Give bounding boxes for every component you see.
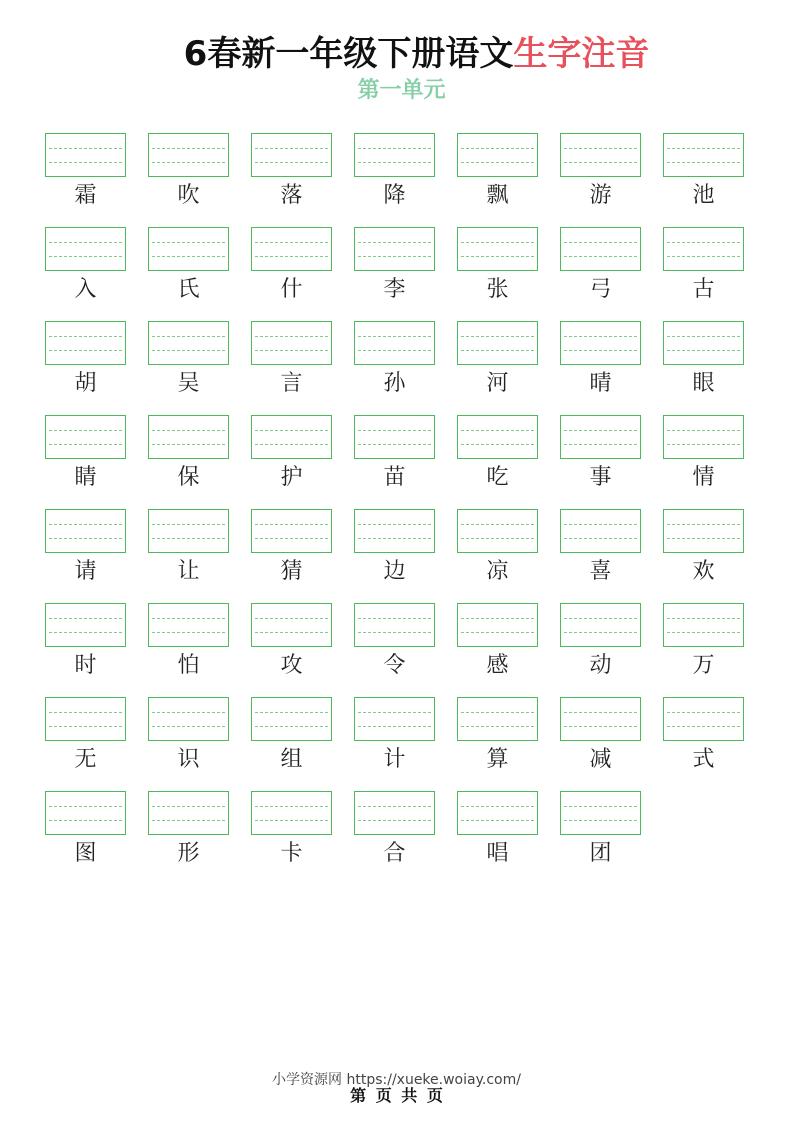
hanzi-character: 团 — [589, 841, 612, 866]
pinyin-writing-box[interactable] — [45, 509, 126, 553]
hanzi-character: 护 — [280, 465, 303, 490]
hanzi-character: 喜 — [589, 559, 612, 584]
pinyin-writing-box[interactable] — [457, 227, 538, 271]
hanzi-character: 情 — [692, 465, 715, 490]
page-title — [0, 30, 793, 78]
character-cell — [457, 415, 560, 509]
character-cell — [45, 321, 148, 415]
hanzi-character: 让 — [177, 559, 200, 584]
pinyin-writing-box[interactable] — [457, 509, 538, 553]
hanzi-character: 张 — [486, 277, 509, 302]
pinyin-writing-box[interactable] — [663, 321, 744, 365]
hanzi-character: 吴 — [177, 371, 200, 396]
pinyin-writing-box[interactable] — [354, 509, 435, 553]
character-cell — [148, 791, 251, 885]
hanzi-character: 请 — [74, 559, 97, 584]
character-cell — [354, 509, 457, 603]
character-cell — [251, 321, 354, 415]
character-cell — [45, 697, 148, 791]
pinyin-writing-box[interactable] — [251, 227, 332, 271]
character-cell — [663, 603, 766, 697]
hanzi-character: 入 — [74, 277, 97, 302]
pinyin-writing-box[interactable] — [354, 603, 435, 647]
pinyin-writing-box[interactable] — [457, 791, 538, 835]
grid-row — [45, 415, 755, 509]
character-cell — [251, 133, 354, 227]
character-cell — [148, 697, 251, 791]
character-cell — [148, 227, 251, 321]
grid-row — [45, 227, 755, 321]
hanzi-character: 吹 — [177, 183, 200, 208]
character-cell — [663, 321, 766, 415]
character-cell — [663, 509, 766, 603]
hanzi-character: 猜 — [280, 559, 303, 584]
hanzi-character: 攻 — [280, 653, 303, 678]
pinyin-writing-box[interactable] — [354, 321, 435, 365]
grid-row — [45, 509, 755, 603]
hanzi-character: 怕 — [177, 653, 200, 678]
character-cell — [560, 791, 663, 885]
hanzi-character: 晴 — [589, 371, 612, 396]
pinyin-writing-box[interactable] — [560, 321, 641, 365]
character-cell — [354, 133, 457, 227]
pinyin-writing-box[interactable] — [560, 697, 641, 741]
hanzi-character: 合 — [383, 841, 406, 866]
pinyin-writing-box[interactable] — [251, 415, 332, 459]
character-cell — [45, 415, 148, 509]
pinyin-writing-box[interactable] — [148, 697, 229, 741]
pinyin-writing-box[interactable] — [148, 227, 229, 271]
pinyin-writing-box[interactable] — [560, 415, 641, 459]
character-cell — [148, 133, 251, 227]
footer-source: 小学资源网 https://xueke.woiay.com/ — [272, 1072, 521, 1088]
pinyin-writing-box[interactable] — [663, 509, 744, 553]
character-cell — [457, 227, 560, 321]
pinyin-writing-box[interactable] — [251, 603, 332, 647]
character-cell — [560, 133, 663, 227]
character-cell — [457, 603, 560, 697]
title-accent: 生字注音 — [513, 34, 650, 74]
pinyin-writing-box[interactable] — [663, 603, 744, 647]
hanzi-character: 霜 — [74, 183, 97, 208]
character-cell — [457, 697, 560, 791]
character-cell — [560, 509, 663, 603]
hanzi-character: 减 — [589, 747, 612, 772]
character-cell — [251, 415, 354, 509]
hanzi-character: 保 — [177, 465, 200, 490]
footer-page-number: 第 页 共 页 — [350, 1086, 443, 1105]
hanzi-character: 时 — [74, 653, 97, 678]
hanzi-character: 动 — [589, 653, 612, 678]
pinyin-writing-box[interactable] — [251, 791, 332, 835]
character-cell — [354, 791, 457, 885]
pinyin-writing-box[interactable] — [354, 133, 435, 177]
hanzi-character: 降 — [383, 183, 406, 208]
character-cell — [560, 227, 663, 321]
pinyin-writing-box[interactable] — [45, 133, 126, 177]
grid-row — [45, 321, 755, 415]
character-cell — [251, 603, 354, 697]
character-cell — [354, 227, 457, 321]
character-cell — [560, 415, 663, 509]
unit-subtitle: 第一单元 — [357, 78, 446, 103]
hanzi-character: 古 — [692, 277, 715, 302]
character-cell — [148, 321, 251, 415]
grid-row — [45, 791, 755, 885]
pinyin-writing-box[interactable] — [354, 415, 435, 459]
hanzi-character: 胡 — [74, 371, 97, 396]
character-cell — [45, 133, 148, 227]
character-grid — [45, 133, 755, 885]
character-cell — [45, 603, 148, 697]
hanzi-character: 弓 — [589, 277, 612, 302]
hanzi-character: 池 — [692, 183, 715, 208]
pinyin-writing-box[interactable] — [457, 321, 538, 365]
character-cell — [148, 415, 251, 509]
hanzi-character: 飘 — [486, 183, 509, 208]
hanzi-character: 言 — [280, 371, 303, 396]
pinyin-writing-box[interactable] — [663, 227, 744, 271]
pinyin-writing-box[interactable] — [457, 133, 538, 177]
character-cell — [251, 227, 354, 321]
hanzi-character: 形 — [177, 841, 200, 866]
pinyin-writing-box[interactable] — [354, 227, 435, 271]
hanzi-character: 落 — [280, 183, 303, 208]
hanzi-character: 李 — [383, 277, 406, 302]
pinyin-writing-box[interactable] — [45, 603, 126, 647]
character-cell — [457, 791, 560, 885]
hanzi-character: 算 — [486, 747, 509, 772]
character-cell — [45, 791, 148, 885]
hanzi-character: 事 — [589, 465, 612, 490]
pinyin-writing-box[interactable] — [560, 791, 641, 835]
hanzi-character: 图 — [74, 841, 97, 866]
pinyin-writing-box[interactable] — [251, 697, 332, 741]
pinyin-writing-box[interactable] — [251, 509, 332, 553]
hanzi-character: 感 — [486, 653, 509, 678]
pinyin-writing-box[interactable] — [663, 697, 744, 741]
character-cell — [354, 697, 457, 791]
hanzi-character: 式 — [692, 747, 715, 772]
pinyin-writing-box[interactable] — [560, 509, 641, 553]
title-main: 6春新一年级下册语文 — [183, 34, 514, 74]
hanzi-character: 唱 — [486, 841, 509, 866]
pinyin-writing-box[interactable] — [457, 415, 538, 459]
hanzi-character: 识 — [177, 747, 200, 772]
hanzi-character: 孙 — [383, 371, 406, 396]
pinyin-writing-box[interactable] — [148, 321, 229, 365]
hanzi-character: 吃 — [486, 465, 509, 490]
pinyin-writing-box[interactable] — [251, 321, 332, 365]
pinyin-writing-box[interactable] — [45, 791, 126, 835]
character-cell — [251, 697, 354, 791]
character-cell — [148, 509, 251, 603]
character-cell — [663, 133, 766, 227]
character-cell — [354, 415, 457, 509]
pinyin-writing-box[interactable] — [45, 227, 126, 271]
character-cell — [663, 697, 766, 791]
character-cell — [148, 603, 251, 697]
pinyin-writing-box[interactable] — [663, 133, 744, 177]
pinyin-writing-box[interactable] — [560, 603, 641, 647]
hanzi-character: 氏 — [177, 277, 200, 302]
hanzi-character: 什 — [280, 277, 303, 302]
hanzi-character: 欢 — [692, 559, 715, 584]
character-cell — [251, 791, 354, 885]
grid-row — [45, 697, 755, 791]
pinyin-writing-box[interactable] — [663, 415, 744, 459]
hanzi-character: 河 — [486, 371, 509, 396]
character-cell — [457, 133, 560, 227]
character-cell — [45, 227, 148, 321]
grid-row — [45, 603, 755, 697]
pinyin-writing-box[interactable] — [148, 415, 229, 459]
character-cell — [663, 415, 766, 509]
character-cell — [354, 321, 457, 415]
hanzi-character: 眼 — [692, 371, 715, 396]
pinyin-writing-box[interactable] — [560, 133, 641, 177]
hanzi-character: 计 — [383, 747, 406, 772]
grid-row — [45, 133, 755, 227]
hanzi-character: 边 — [383, 559, 406, 584]
hanzi-character: 万 — [692, 653, 715, 678]
pinyin-writing-box[interactable] — [251, 133, 332, 177]
hanzi-character: 无 — [74, 747, 97, 772]
character-cell — [560, 697, 663, 791]
pinyin-writing-box[interactable] — [457, 697, 538, 741]
character-cell — [251, 509, 354, 603]
pinyin-writing-box[interactable] — [560, 227, 641, 271]
pinyin-writing-box[interactable] — [457, 603, 538, 647]
hanzi-character: 凉 — [486, 559, 509, 584]
hanzi-character: 组 — [280, 747, 303, 772]
pinyin-writing-box[interactable] — [45, 321, 126, 365]
pinyin-writing-box[interactable] — [354, 697, 435, 741]
character-cell — [45, 509, 148, 603]
character-cell — [560, 321, 663, 415]
pinyin-writing-box[interactable] — [45, 697, 126, 741]
hanzi-character: 游 — [589, 183, 612, 208]
pinyin-writing-box[interactable] — [148, 791, 229, 835]
hanzi-character: 睛 — [74, 465, 97, 490]
hanzi-character: 卡 — [280, 841, 303, 866]
character-cell — [663, 227, 766, 321]
pinyin-writing-box[interactable] — [148, 133, 229, 177]
character-cell — [560, 603, 663, 697]
pinyin-writing-box[interactable] — [354, 791, 435, 835]
pinyin-writing-box[interactable] — [45, 415, 126, 459]
pinyin-writing-box[interactable] — [148, 509, 229, 553]
hanzi-character: 苗 — [383, 465, 406, 490]
character-cell — [354, 603, 457, 697]
character-cell — [457, 509, 560, 603]
hanzi-character: 令 — [383, 653, 406, 678]
pinyin-writing-box[interactable] — [148, 603, 229, 647]
character-cell — [457, 321, 560, 415]
